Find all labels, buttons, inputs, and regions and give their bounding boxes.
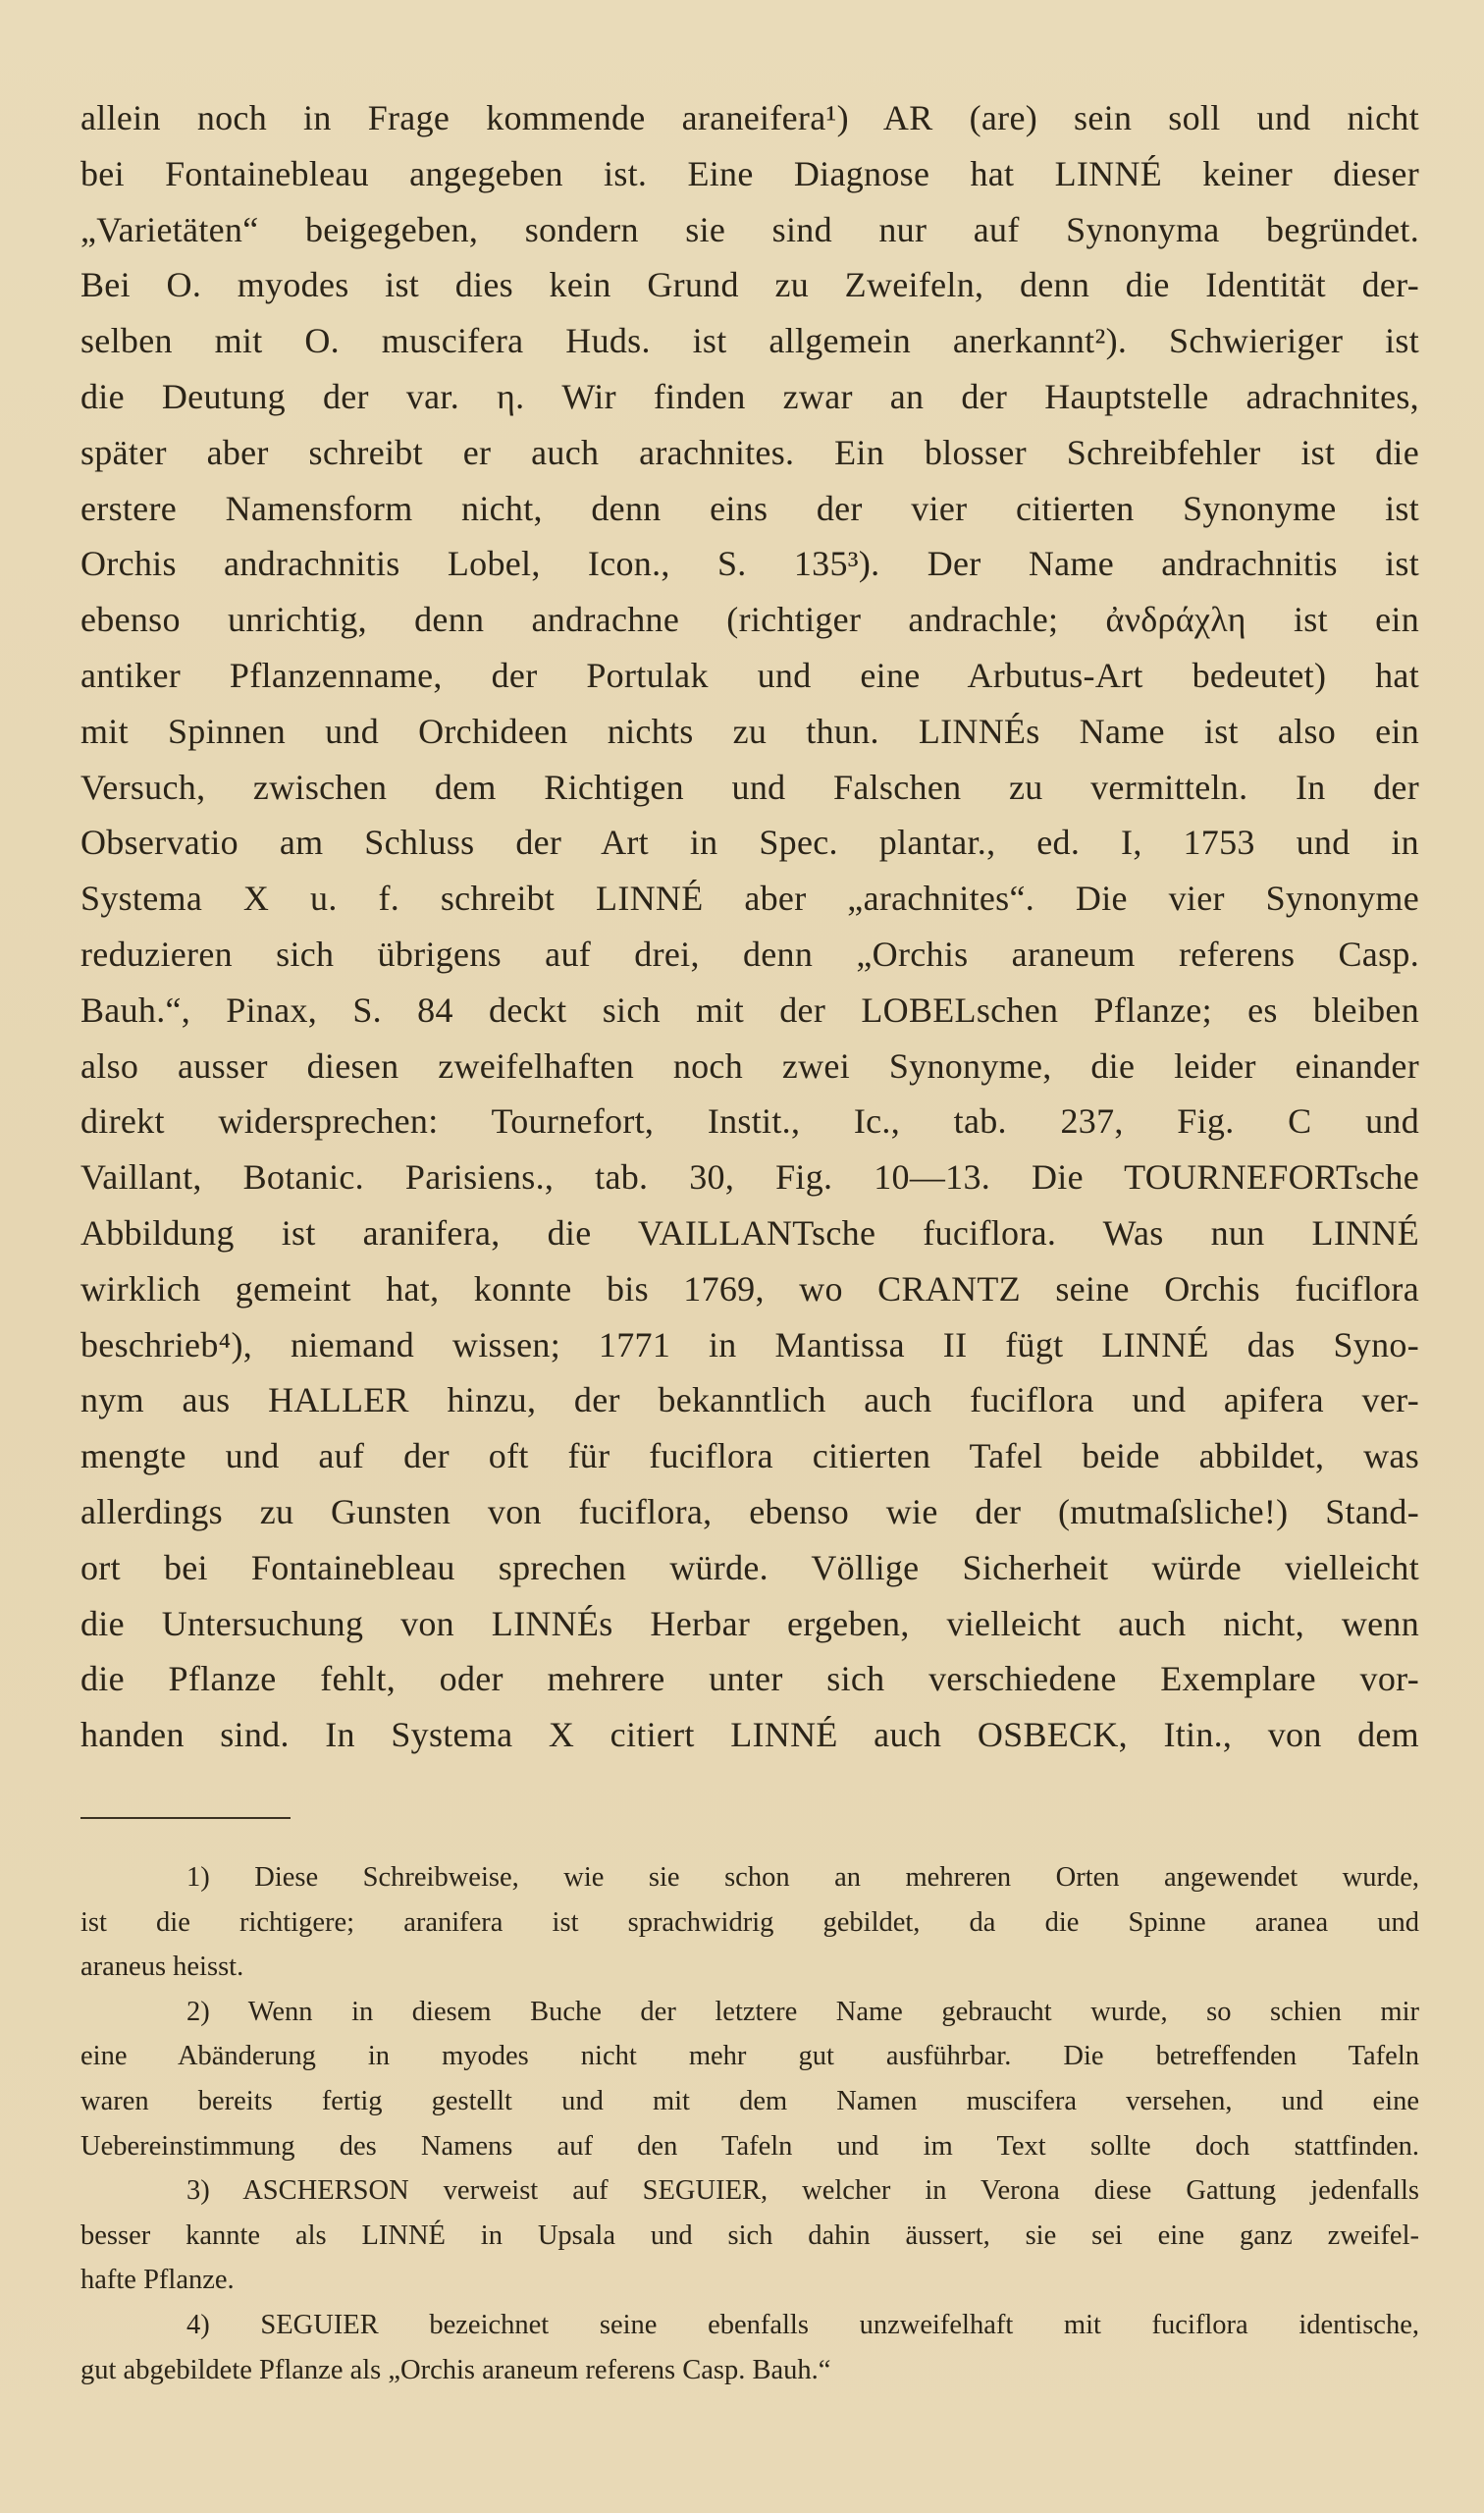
text-line: reduzieren sich übrigens auf drei, denn „Orchis araneum referens Casp. — [80, 934, 1419, 974]
footnote-2-line: Uebereinstimmung des Namens auf den Tafeln und im Text sollte doch stattfinden. — [80, 2130, 1419, 2162]
text-line: wirklich gemeint hat, konnte bis 1769, wo CRANTZ seine Orchis fuciflora — [80, 1268, 1419, 1309]
text-line: allerdings zu Gunsten von fuciflora, ebenso wie der (mutmaſsliche!) Stand- — [80, 1491, 1419, 1531]
text-line: Systema X u. f. schreibt LINNÉ aber „arachnites“. Die vier Synonyme — [80, 879, 1419, 919]
text-line: bei Fontainebleau angegeben ist. Eine Diagnose hat LINNÉ keiner dieser — [80, 153, 1419, 193]
text-line: Versuch, zwischen dem Richtigen und Falschen zu vermitteln. In der — [80, 767, 1419, 807]
text-line: selben mit O. muscifera Huds. ist allgemein anerkannt²). Schwieriger ist — [80, 321, 1419, 361]
text-line: allein noch in Frage kommende araneifera¹) AR (are) sein soll und nicht — [80, 98, 1419, 137]
footnotes — [80, 1855, 1419, 2392]
text-line: Vaillant, Botanic. Parisiens., tab. 30, Fig. 10—13. Die TOURNEFORTsche — [80, 1157, 1419, 1198]
footnote-1-line: araneus heisst. — [80, 1952, 244, 1983]
text-line: antiker Pflanzenname, der Portulak und eine Arbutus-Art bedeutet) hat — [80, 655, 1419, 695]
text-line: Abbildung ist aranifera, die VAILLANTsche fuciflora. Was nun LINNÉ — [80, 1212, 1419, 1253]
text-line: ebenso unrichtig, denn andrachne (richtiger andrachle; ἀνδράχλη ist ein — [80, 600, 1419, 640]
text-line: erstere Namensform nicht, denn eins der vier citierten Synonyme ist — [80, 488, 1419, 528]
text-line: die Deutung der var. η. Wir finden zwar an der Hauptstelle adrachnites, — [80, 376, 1419, 416]
text-line: Observatio am Schluss der Art in Spec. plantar., ed. I, 1753 und in — [80, 823, 1419, 863]
text-line: mit Spinnen und Orchideen nichts zu thun. LINNÉs Name ist also ein — [80, 711, 1419, 751]
footnote-3-line: hafte Pflanze. — [80, 2265, 235, 2296]
text-line: die Untersuchung von LINNÉs Herbar ergeben, vielleicht auch nicht, wenn — [80, 1603, 1419, 1643]
footnote-1-line: ist die richtigere; aranifera ist sprachwidrig gebildet, da die Spinne aranea und — [80, 1906, 1419, 1938]
text-line: Bauh.“, Pinax, S. 84 deckt sich mit der LOBELschen Pflanze; es bleiben — [80, 989, 1419, 1030]
text-line: beschrieb⁴), niemand wissen; 1771 in Mantissa II fügt LINNÉ das Syno- — [80, 1324, 1419, 1364]
text-line: nym aus HALLER hinzu, der bekanntlich auch fuciflora und apifera ver- — [80, 1380, 1419, 1420]
text-line: direkt widersprechen: Tournefort, Instit., Ic., tab. 237, Fig. C und — [80, 1101, 1419, 1142]
text-line: ort bei Fontainebleau sprechen würde. Völlige Sicherheit würde vielleicht — [80, 1547, 1419, 1587]
footnote-4-line: 4) SEGUIER bezeichnet seine ebenfalls unzweifelhaft mit fuciflora identische, — [186, 2309, 1419, 2340]
text-line: handen sind. In Systema X citiert LINNÉ auch OSBECK, Itin., von dem — [80, 1715, 1419, 1755]
text-line: später aber schreibt er auch arachnites. Ein blosser Schreibfehler ist die — [80, 432, 1419, 472]
footnote-3-line: 3) ASCHERSON verweist auf SEGUIER, welcher in Verona diese Gattung jedenfalls — [186, 2175, 1419, 2207]
text-line: also ausser diesen zweifelhaften noch zwei Synonyme, die leider einander — [80, 1045, 1419, 1086]
text-line: die Pflanze fehlt, oder mehrere unter sich verschiedene Exemplare vor- — [80, 1659, 1419, 1699]
footnote-divider — [80, 1817, 291, 1819]
footnote-2-line: 2) Wenn in diesem Buche der letztere Name gebraucht wurde, so schien mir — [186, 1996, 1419, 2027]
footnote-1-line: 1) Diese Schreibweise, wie sie schon an mehreren Orten angewendet wurde, — [186, 1862, 1419, 1893]
text-line: mengte und auf der oft für fuciflora citierten Tafel beide abbildet, was — [80, 1436, 1419, 1476]
footnote-2-line: eine Abänderung in myodes nicht mehr gut ausführbar. Die betreffenden Tafeln — [80, 2041, 1419, 2072]
main-text — [80, 90, 1419, 1763]
footnote-2-line: waren bereits fertig gestellt und mit dem Namen muscifera versehen, und eine — [80, 2085, 1419, 2116]
text-line: Orchis andrachnitis Lobel, Icon., S. 135³). Der Name andrachnitis ist — [80, 544, 1419, 584]
footnote-4-line: gut abgebildete Pflanze als „Orchis araneum referens Casp. Bauh.“ — [80, 2354, 831, 2385]
text-line: „Varietäten“ beigegeben, sondern sie sind nur auf Synonyma begründet. — [80, 209, 1419, 249]
text-line: Bei O. myodes ist dies kein Grund zu Zweifeln, denn die Identität der- — [80, 265, 1419, 305]
footnote-3-line: besser kannte als LINNÉ in Upsala und sich dahin äussert, sie sei eine ganz zweifel- — [80, 2219, 1419, 2251]
